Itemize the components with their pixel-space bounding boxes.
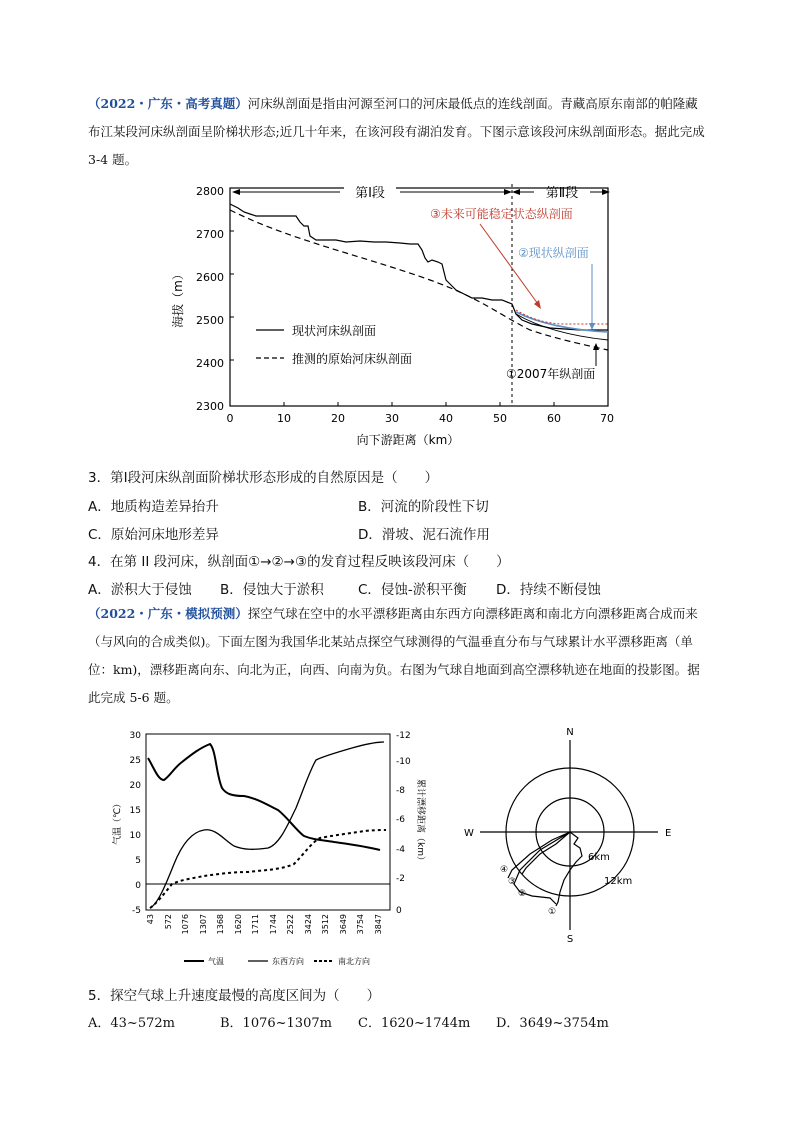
marker-4: ④ [500,865,509,875]
ytick: 2300 [196,400,224,413]
q4-option-b[interactable]: B．侵蚀大于淤积 [220,582,324,598]
q3-option-d[interactable]: D．滑坡、泥石流作用 [358,527,490,543]
current-profile-line [230,204,608,330]
xtick: 3512 [321,914,330,935]
xtick: 3847 [374,914,383,935]
question-4: 4．在第 II 段河床，纵剖面①→②→③的发育过程反映该段河床（ ） [88,554,510,570]
marker-2: ② [518,889,527,899]
q5-option-a[interactable]: A．43~572m [88,1016,175,1031]
arrow-future [480,224,538,304]
segment-2-label: 第Ⅱ段 [545,186,579,201]
xtick: 70 [600,412,614,425]
xtick: 50 [493,412,507,425]
xtick: 3754 [356,914,365,935]
xtick: 1711 [251,914,260,935]
yright-tick: 0 [396,906,402,916]
trajectory-figure [460,724,690,946]
xtick: 20 [331,412,345,425]
label-2007-profile: ①2007年纵剖面 [506,367,596,381]
xtick: 10 [277,412,291,425]
xtick: 0 [226,412,234,425]
label-future-profile: ③未来可能稳定状态纵剖面 [430,207,573,221]
yright-tick: -10 [396,757,411,767]
south-label: S [566,934,574,945]
yleft-tick: -5 [132,906,141,916]
yright-tick: -2 [396,874,405,884]
xtick: 40 [439,412,453,425]
river-profile-figure [160,180,630,452]
q4-option-d[interactable]: D．持续不断侵蚀 [496,582,601,598]
marker-3: ③ [508,877,517,887]
q5-option-c[interactable]: C．1620~1744m [358,1016,471,1031]
x-ticks [146,914,383,934]
q3-option-b[interactable]: B．河流的阶段性下切 [358,499,489,515]
passage-2-source: （2022・广东・模拟预测） [88,606,248,621]
yleft-tick: 10 [129,831,141,841]
east-label: E [665,828,672,839]
yleft-tick: 5 [135,856,141,866]
profile-future-red [516,310,608,324]
passage-1-text: 河床纵剖面是指由河源至河口的河床最低点的连线剖面。青藏高原东南部的帕隆藏布江某段河床纵剖面呈阶梯状形态;近几十年来，在该河段有湖泊发育。下图示意该段河床纵剖面形态。据此完成 3-4 题。 [88,96,705,167]
legend-current: 现状河床纵剖面 [292,324,377,338]
xtick: 43 [146,914,155,925]
passage-2 [88,600,710,712]
q4-option-a[interactable]: A．淤积大于侵蚀 [88,582,192,598]
q5-option-b[interactable]: B．1076~1307m [220,1016,332,1031]
ytick: 2800 [196,185,224,198]
label-current-profile: ②现状纵剖面 [518,246,589,260]
ytick: 2400 [196,357,224,370]
xtick: 30 [385,412,399,425]
yleft-tick: 0 [135,881,141,891]
question-5: 5．探空气球上升速度最慢的高度区间为（ ） [88,988,381,1004]
east-west-line [150,742,384,908]
y-axis-label: 海拔（m） [171,268,185,328]
passage-1 [88,90,710,174]
passage-1-source: （2022・广东・高考真题） [88,96,248,111]
yright-tick: -8 [396,786,405,796]
marker-1: ① [548,907,557,917]
legend-original: 推测的原始河床纵剖面 [292,352,413,366]
yright-tick: -12 [396,731,411,741]
balloon-chart [108,724,428,969]
xtick: 60 [547,412,561,425]
question-3: 3．第Ⅰ段河床纵剖面阶梯状形态形成的自然原因是（ ） [88,470,439,486]
q3-option-c[interactable]: C．原始河床地形差异 [88,527,219,543]
q3-option-a[interactable]: A．地质构造差异抬升 [88,499,219,515]
xtick: 1620 [234,914,243,935]
x-axis-label: 向下游距离（km） [356,433,460,447]
yright-label: 累计漂移距离（km） [415,779,425,865]
yleft-tick: 20 [129,781,141,791]
yright-tick: -6 [396,815,405,825]
xtick: 572 [164,914,173,930]
xtick: 1307 [199,914,208,935]
xtick: 3649 [339,914,348,935]
legend-north-south: 南北方向 [338,957,370,966]
segment-1-label: 第Ⅰ段 [355,186,385,201]
xtick: 3424 [304,914,313,935]
yright-tick: -4 [396,845,405,855]
xtick: 1744 [269,914,278,935]
north-south-line [150,830,386,908]
temperature-line [148,744,380,850]
ytick: 2700 [196,228,224,241]
legend-east-west: 东西方向 [272,957,304,966]
yleft-label: 气温（℃） [113,798,123,846]
q4-option-c[interactable]: C．侵蚀-淤积平衡 [358,582,467,598]
yleft-tick: 15 [129,806,141,816]
west-label: W [464,828,474,839]
ytick: 2600 [196,271,224,284]
ring-12km-label: 12km [604,876,633,887]
north-label: N [566,727,574,738]
xtick: 1368 [216,914,225,935]
legend-temperature: 气温 [208,957,224,966]
yleft-tick: 30 [129,731,141,741]
ring-6km-label: 6km [588,852,610,863]
xtick: 1076 [181,914,190,935]
yleft-tick: 25 [129,756,141,766]
passage-2-text: 探空气球在空中的水平漂移距离由东西方向漂移距离和南北方向漂移距离合成而来（与风向的合成类似)。下面左图为我国华北某站点探空气球测得的气温垂直分布与气球累计水平漂移距离（单位：km)，漂移距离向东、向北为正，向西、向南为负。右图为气球自地面到高空漂移轨迹在地面的投影图。据此完成 5-6 题。 [88,606,700,705]
xtick: 2522 [286,914,295,935]
q5-option-d[interactable]: D．3649~3754m [496,1016,609,1031]
ytick: 2500 [196,314,224,327]
